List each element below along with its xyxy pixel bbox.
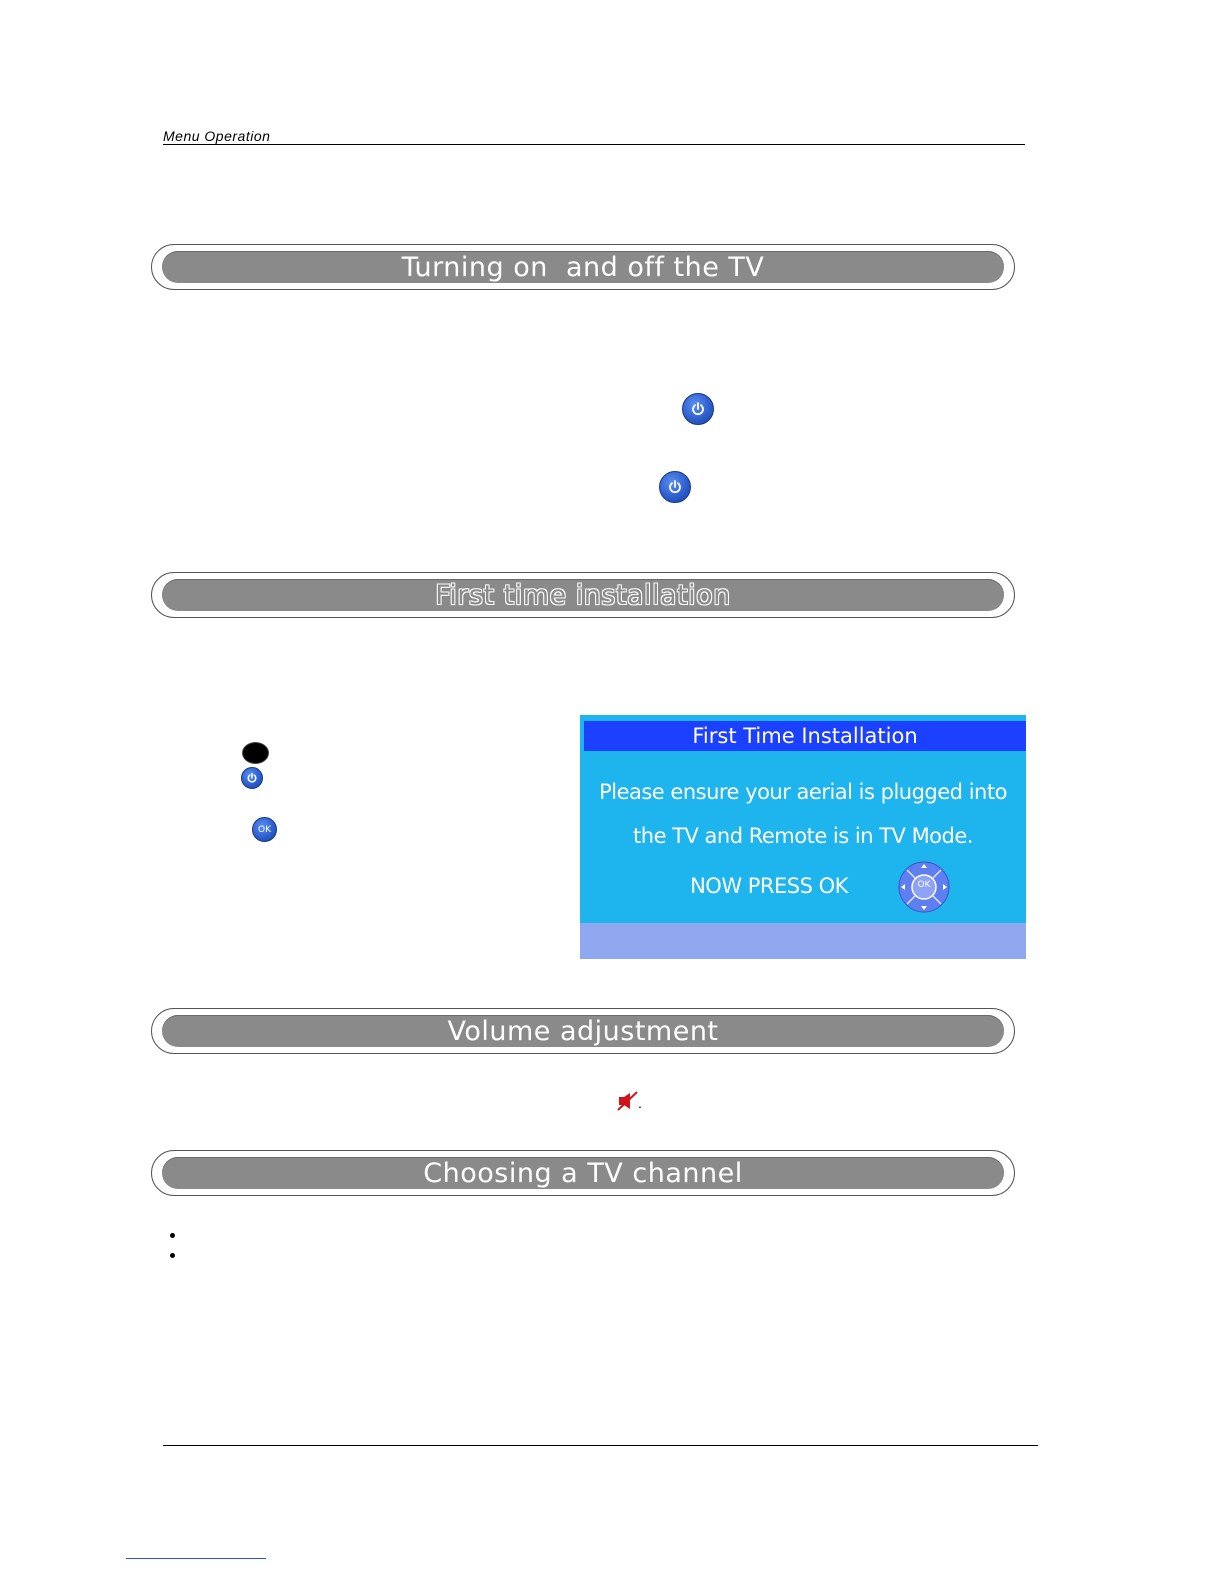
banner-inner	[162, 579, 1004, 611]
footer-link-underline[interactable]	[126, 1558, 266, 1559]
tv-screen-first-time-installation	[580, 715, 1026, 959]
section-banner-first-time-installation	[151, 572, 1015, 618]
tv-screen-footer	[580, 923, 1026, 959]
power-icon	[241, 767, 263, 789]
mute-icon	[617, 1091, 639, 1111]
tv-screen-title: First Time Installation	[584, 721, 1026, 751]
list-bullet	[170, 1233, 175, 1238]
dpad-icon	[898, 861, 950, 913]
ok-icon-label: OK	[258, 824, 271, 835]
section-title-first-time-installation: First time installation	[435, 579, 731, 611]
banner-inner	[162, 251, 1004, 283]
black-button-icon	[242, 742, 269, 764]
header-rule	[163, 144, 1025, 145]
punctuation-period: .	[638, 1095, 642, 1111]
section-banner-volume-adjustment	[151, 1008, 1015, 1054]
banner-inner	[162, 1015, 1004, 1047]
banner-inner	[162, 1157, 1004, 1189]
ok-icon	[252, 817, 277, 842]
running-header: Menu Operation	[163, 128, 271, 144]
section-title-choosing-channel: Choosing a TV channel	[423, 1157, 743, 1189]
dpad-ok-label: OK	[917, 880, 931, 890]
tv-screen-line-2: the TV and Remote is in TV Mode.	[633, 824, 973, 848]
power-icon	[682, 393, 714, 425]
footer-rule	[163, 1445, 1038, 1446]
section-banner-turning-on-off	[151, 244, 1015, 290]
section-title-turning-on-off: Turning on and off the TV	[401, 251, 765, 283]
tv-screen-line-1: Please ensure your aerial is plugged into	[599, 780, 1007, 804]
power-icon	[659, 471, 691, 503]
list-bullet	[170, 1253, 175, 1258]
section-banner-choosing-channel	[151, 1150, 1015, 1196]
tv-screen-line-3: NOW PRESS OK	[690, 874, 848, 898]
section-title-volume-adjustment: Volume adjustment	[447, 1015, 719, 1047]
